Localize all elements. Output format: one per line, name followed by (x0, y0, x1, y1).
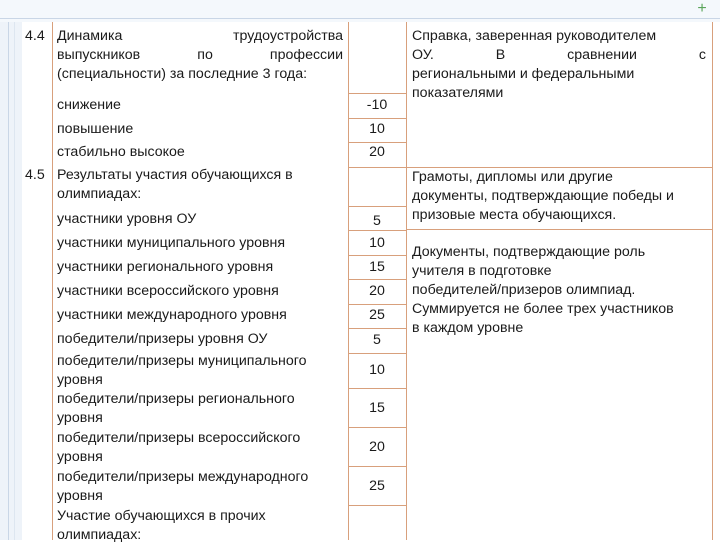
grid-hline (348, 304, 406, 305)
item-label-line: победители/призеры всероссийского (57, 430, 301, 446)
grid-vline-1 (52, 22, 53, 540)
item-label-line: уровня (57, 410, 103, 426)
title-line: (специальности) за последние 3 года: (57, 66, 308, 82)
row-title (57, 166, 343, 204)
title-line: Динамика трудоустройства (57, 28, 343, 44)
item-value: -10 (366, 97, 388, 113)
item-label: участники регионального уровня (57, 259, 274, 275)
grid-hline (348, 388, 406, 389)
note-line: в каждом уровне (412, 320, 524, 336)
row-number: 4.5 (25, 167, 45, 183)
grid-hline (348, 167, 406, 168)
note-line: документы, подтверждающие победы и (412, 188, 674, 204)
grid-hline (348, 279, 406, 280)
item-value: 25 (369, 307, 385, 323)
item-label: стабильно высокое (57, 144, 185, 160)
title-line: выпускников по профессии (57, 47, 343, 63)
note-line: Суммируется не более трех участников (412, 301, 674, 317)
item-label-line: уровня (57, 488, 103, 504)
item-label-line: уровня (57, 449, 103, 465)
left-border-line (8, 22, 9, 540)
item-label: победители/призеры уровня ОУ (57, 331, 268, 347)
item-value: 5 (373, 213, 381, 229)
note-line: Справка, заверенная руководителем (412, 28, 657, 44)
grid-hline (348, 505, 406, 506)
top-border-bar (0, 0, 720, 22)
item-value: 5 (373, 332, 381, 348)
note-line: региональными и федеральными (412, 66, 635, 82)
item-label: участники муниципального уровня (57, 235, 286, 251)
note-line: ОУ. В сравнении с (412, 47, 706, 63)
note-line: учителя в подготовке (412, 263, 552, 279)
grid-vline-4 (712, 22, 713, 540)
grid-hline (406, 229, 712, 230)
note-line: победителей/призеров олимпиад. (412, 282, 636, 298)
top-border-line (0, 18, 720, 19)
grid-hline (348, 118, 406, 119)
item-label (57, 352, 347, 390)
item-label (57, 429, 347, 467)
plus-icon: + (697, 0, 707, 17)
item-value: 20 (369, 439, 385, 455)
criteria-table (22, 22, 720, 543)
grid-hline (348, 93, 406, 94)
left-border-strip (0, 22, 22, 540)
item-label-line: олимпиадах: (57, 527, 142, 543)
item-label-line: победители/призеры муниципального (57, 353, 307, 369)
item-label (57, 390, 347, 428)
note-line: показателями (412, 85, 504, 101)
grid-vline-3 (406, 22, 407, 540)
item-label (57, 507, 347, 545)
item-label-line: уровня (57, 372, 103, 388)
item-label-line: победители/призеры международного (57, 469, 309, 485)
note-line: призовые места обучающихся. (412, 207, 617, 223)
note-line: Грамоты, дипломы или другие (412, 169, 613, 185)
item-label: участники уровня ОУ (57, 211, 197, 227)
item-label-line: победители/призеры регионального (57, 391, 295, 407)
item-value: 20 (369, 144, 385, 160)
grid-hline (348, 255, 406, 256)
note-line: Документы, подтверждающие роль (412, 244, 646, 260)
item-label: повышение (57, 121, 134, 137)
item-value: 20 (369, 283, 385, 299)
row-note (412, 27, 706, 103)
item-value: 25 (369, 478, 385, 494)
item-label: участники всероссийского уровня (57, 283, 279, 299)
grid-hline (348, 353, 406, 354)
item-value: 10 (369, 362, 385, 378)
item-value: 10 (369, 235, 385, 251)
item-label-line: Участие обучающихся в прочих (57, 508, 266, 524)
item-value: 15 (369, 259, 385, 275)
grid-hline (348, 427, 406, 428)
left-border-line-2 (14, 22, 15, 540)
title-line: олимпиадах: (57, 186, 142, 202)
item-value: 15 (369, 400, 385, 416)
row-number: 4.4 (25, 28, 45, 44)
grid-hline (348, 466, 406, 467)
row-note-2 (412, 243, 710, 338)
row-title (57, 27, 343, 84)
row-note (412, 168, 710, 225)
item-value: 10 (369, 121, 385, 137)
title-line: Результаты участия обучающихся в (57, 167, 293, 183)
item-label (57, 468, 347, 506)
grid-hline (348, 206, 406, 207)
item-label: участники международного уровня (57, 307, 287, 323)
item-label: снижение (57, 97, 121, 113)
grid-hline (348, 328, 406, 329)
